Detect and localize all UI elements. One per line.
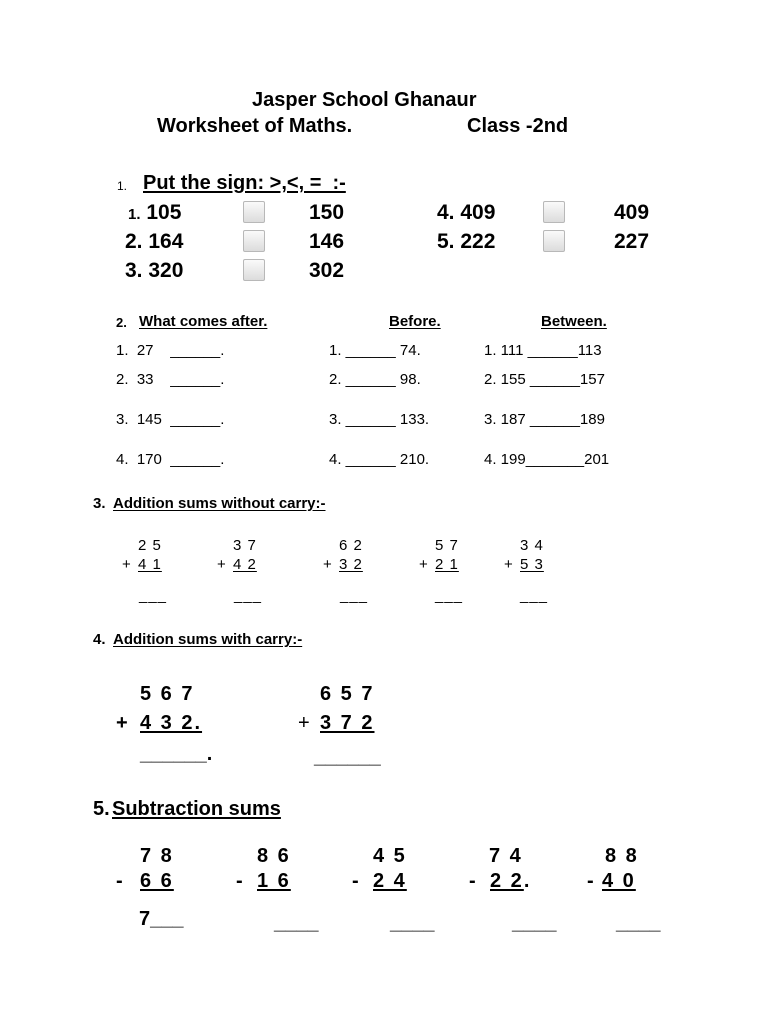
sum-top: 5 6 7 <box>140 683 195 705</box>
compare-left-value: 222 <box>460 230 496 253</box>
before-item: 1. ______ 74. <box>329 342 421 359</box>
answer-line[interactable]: ___ <box>435 587 464 604</box>
compare-left-value: 409 <box>460 201 496 224</box>
before-item: 3. ______ 133. <box>329 411 430 428</box>
before-item: 4. ______ 210. <box>329 451 430 468</box>
before-item: 2. ______ 98. <box>329 371 421 388</box>
sum-top: 6 5 7 <box>320 683 375 705</box>
sum-bottom: 2 2 <box>490 870 524 892</box>
section1-number: 1. <box>117 179 128 193</box>
sum-bottom: 5 3 <box>520 556 544 573</box>
sum-top: 7 8 <box>140 845 174 867</box>
sum-top: 8 8 <box>605 845 639 867</box>
after-item: 2. 33 ______. <box>116 371 225 388</box>
sum-bottom: 4 2 <box>233 556 257 573</box>
sum-bottom: 4 1 <box>138 556 162 573</box>
before-heading: Before. <box>389 313 441 330</box>
after-item: 1. 27 ______. <box>116 342 225 359</box>
answer-line[interactable]: ___ <box>340 587 369 604</box>
sum-bottom: 2 4 <box>373 870 407 892</box>
sum-operator: - <box>469 870 478 892</box>
answer-line[interactable]: ______. <box>140 743 213 765</box>
sum-bottom: 1 6 <box>257 870 291 892</box>
section3-heading: Addition sums without carry:- <box>113 495 326 512</box>
sum-top: 3 7 <box>233 537 257 554</box>
school-name: Jasper School Ghanaur <box>252 89 477 111</box>
answer-line[interactable]: ______ <box>314 746 381 768</box>
sum-operator: + <box>217 556 227 573</box>
compare-left-value: 105 <box>146 201 182 224</box>
compare-right-value: 409 <box>614 201 650 224</box>
answer-line[interactable]: ____ <box>616 912 661 934</box>
sign-box[interactable] <box>543 230 565 252</box>
sum-operator: + <box>419 556 429 573</box>
answer-line[interactable]: 7___ <box>139 908 184 930</box>
section2-number: 2. <box>116 315 127 330</box>
sum-operator: + <box>116 712 130 734</box>
section3-number: 3. <box>93 495 106 512</box>
between-item: 4. 199_______201 <box>484 451 610 468</box>
sum-top: 5 7 <box>435 537 459 554</box>
sign-box[interactable] <box>243 259 265 281</box>
compare-right-value: 302 <box>309 259 345 282</box>
section5-heading: Subtraction sums <box>112 798 281 820</box>
sum-bottom: 6 6 <box>140 870 174 892</box>
class-label: Class -2nd <box>467 115 569 137</box>
compare-left-value: 164 <box>148 230 184 253</box>
section4-heading: Addition sums with carry:- <box>113 631 303 648</box>
sum-operator: + <box>323 556 333 573</box>
compare-number: 4. <box>437 201 455 224</box>
compare-right-value: 227 <box>614 230 650 253</box>
sum-suffix: . <box>523 870 532 892</box>
sum-operator: - <box>587 870 596 892</box>
answer-line[interactable]: ___ <box>520 587 549 604</box>
sign-box[interactable] <box>543 201 565 223</box>
sign-box[interactable] <box>243 230 265 252</box>
section1-heading: Put the sign: >,<, = :- <box>143 172 346 194</box>
sum-bottom: 2 1 <box>435 556 459 573</box>
section5-number: 5. <box>93 798 110 820</box>
after-item: 4. 170 ______. <box>116 451 225 468</box>
sum-top: 2 5 <box>138 537 162 554</box>
sum-top: 7 4 <box>489 845 523 867</box>
after-heading: What comes after. <box>139 313 268 330</box>
sum-bottom: 4 0 <box>602 870 636 892</box>
compare-number: 1. <box>128 206 141 223</box>
answer-line[interactable]: ____ <box>274 912 319 934</box>
sum-top: 3 4 <box>520 537 544 554</box>
answer-line[interactable]: ____ <box>512 912 557 934</box>
compare-number: 2. <box>125 230 143 253</box>
sign-box[interactable] <box>243 201 265 223</box>
sum-operator: + <box>504 556 514 573</box>
compare-number: 3. <box>125 259 143 282</box>
sum-bottom: 4 3 2. <box>140 712 203 734</box>
sum-operator: - <box>352 870 361 892</box>
worksheet-title: Worksheet of Maths. <box>157 115 353 137</box>
between-heading: Between. <box>541 313 607 330</box>
answer-line[interactable]: ___ <box>139 587 168 604</box>
sum-operator: - <box>116 870 125 892</box>
sum-operator: + <box>122 556 132 573</box>
between-item: 1. 111 ______113 <box>484 342 602 359</box>
compare-number: 5. <box>437 230 455 253</box>
sum-operator: - <box>236 870 245 892</box>
compare-left-value: 320 <box>148 259 184 282</box>
sum-top: 4 5 <box>373 845 407 867</box>
sum-bottom: 3 2 <box>339 556 363 573</box>
between-item: 3. 187 ______189 <box>484 411 605 428</box>
answer-line[interactable]: ___ <box>234 587 263 604</box>
compare-right-value: 146 <box>309 230 345 253</box>
compare-right-value: 150 <box>309 201 345 224</box>
section4-number: 4. <box>93 631 106 648</box>
sum-top: 6 2 <box>339 537 363 554</box>
between-item: 2. 155 ______157 <box>484 371 605 388</box>
sum-operator: + <box>298 712 312 734</box>
after-item: 3. 145 ______. <box>116 411 225 428</box>
sum-bottom: 3 7 2 <box>320 712 375 734</box>
sum-top: 8 6 <box>257 845 291 867</box>
answer-line[interactable]: ____ <box>390 912 435 934</box>
